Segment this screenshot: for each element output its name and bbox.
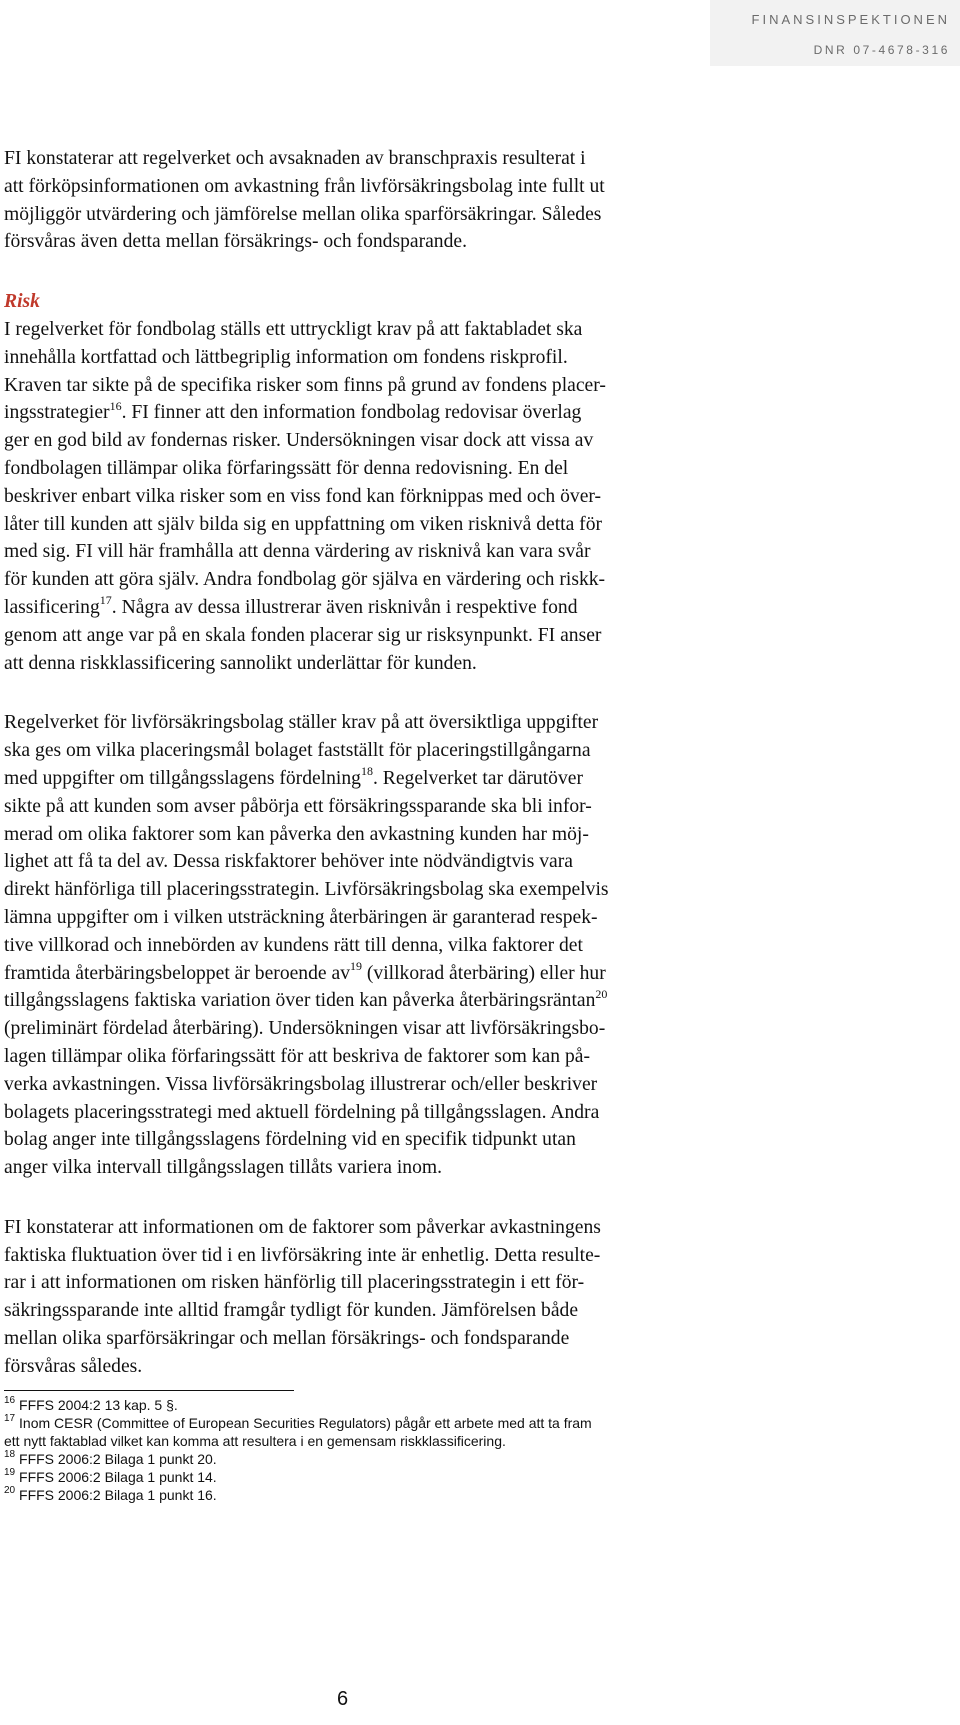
text-line: Regelverket för livförsäkringsbolag ställer krav på att översiktliga uppgifter <box>4 712 599 734</box>
paragraph <box>4 145 746 256</box>
text-line: genom att ange var på en skala fonden placerar sig ur risksynpunkt. FI anser <box>4 624 602 646</box>
footnote-number: 19 <box>4 1467 16 1479</box>
text-line: försvåras således. <box>4 1355 143 1377</box>
footnote-reference: 20 <box>595 986 608 1001</box>
text-line: fondbolagen tillämpar olika förfaringssätt för denna redovisning. En del <box>4 457 569 479</box>
text-line: att förköpsinformationen om avkastning från livförsäkringsbolag inte fullt ut <box>4 175 605 197</box>
text-line: att denna riskklassificering sannolikt underlättar för kunden. <box>4 652 477 674</box>
footnote: $^{17}$ Inom CESR (Committee of European Securities Regulators) pågår ett arbete med att ta fram <box>4 1413 592 1431</box>
text-line: innehålla kortfattad och lättbegriplig information om fondens riskprofil. <box>4 346 568 368</box>
text-line: ska ges om vilka placeringsmål bolaget fastställt för placeringstillgångarna <box>4 740 591 762</box>
footnote-reference: 16 <box>109 398 122 413</box>
section-heading: Risk <box>4 291 40 313</box>
text-line: (preliminärt fördelad återbäring). Undersökningen visar att livförsäkringsbo- <box>4 1018 606 1040</box>
text-line: framtida återbäringsbeloppet är beroende $av^{19}$ (villkorad återbäring) eller hur <box>4 958 606 984</box>
text-line: för kunden att göra själv. Andra fondbolag gör själva en värdering och riskk- <box>4 569 606 591</box>
text-line: anger vilka intervall tillgångsslagen tillåts variera inom. <box>4 1157 443 1179</box>
footnote-separator <box>4 1390 294 1391</box>
footnote: ett nytt faktablad vilket kan komma att resultera i en gemensam riskklassificering. <box>4 1433 506 1449</box>
text-line: beskriver enbart vilka risker som en viss fond kan förknippas med och över- <box>4 485 602 507</box>
paragraph <box>4 288 746 677</box>
paragraph <box>4 709 746 1182</box>
footnote-number: 18 <box>4 1449 16 1461</box>
text-line: möjliggör utvärdering och jämförelse mellan olika sparförsäkringar. Således <box>4 203 602 225</box>
text-line: FI konstaterar att informationen om de faktorer som påverkar avkastningens <box>4 1216 601 1238</box>
text-line: ger en god bild av fondernas risker. Undersökningen visar dock att vissa av <box>4 430 594 452</box>
text-line: bolagets placeringsstrategi med aktuell fördelning på tillgångsslagen. Andra <box>4 1101 600 1123</box>
header-organization: FINANSINSPEKTIONEN <box>751 12 950 27</box>
footnote: $^{16}$ FFFS 2004:2 13 kap. 5 §. <box>4 1395 178 1413</box>
text-line: direkt hänförliga till placeringsstrategin. Livförsäkringsbolag ska exempelvis <box>4 879 609 901</box>
footnote-reference: 17 <box>99 593 112 608</box>
text-line: Kraven tar sikte på de specifika risker som finns på grund av fondens placer- <box>4 374 606 396</box>
text-line: rar i att informationen om risken hänförlig till placeringsstrategin i ett för- <box>4 1272 585 1294</box>
text-line: I regelverket för fondbolag ställs ett uttryckligt krav på att faktabladet ska <box>4 318 583 340</box>
footnote-number: 20 <box>4 1485 16 1497</box>
text-line: lämna uppgifter om i vilken utsträckning återbäringen är garanterad respek- <box>4 906 598 928</box>
text-line: tillgångsslagens faktiska variation över tiden kan påverka återbäringsräntan$^{20}$ <box>4 986 608 1012</box>
header-dnr: DNR 07-4678-316 <box>813 43 950 57</box>
footnote: $^{18}$ FFFS 2006:2 Bilaga 1 punkt 20. <box>4 1449 217 1467</box>
text-line: ingsstrategier$^{16}$. FI finner att den information fondbolag redovisar överlag <box>4 398 582 424</box>
footnotes <box>4 1396 764 1504</box>
text-line: tive villkorad och innebörden av kundens rätt till denna, vilka faktorer det <box>4 934 583 956</box>
page-number: 6 <box>337 1688 349 1710</box>
text-line: mellan olika sparförsäkringar och mellan försäkrings- och fondsparande <box>4 1328 570 1350</box>
footnote: $^{20}$ FFFS 2006:2 Bilaga 1 punkt 16. <box>4 1485 217 1503</box>
footnote-reference: 19 <box>350 958 362 973</box>
text-line: faktiska fluktuation över tid i en livförsäkring inte är enhetlig. Detta resulte- <box>4 1244 601 1266</box>
document-body <box>4 145 746 1381</box>
text-line: med sig. FI vill här framhålla att denna värdering av risknivå kan vara svår <box>4 541 591 563</box>
footnote-reference: 18 <box>360 764 373 779</box>
footnote-number: 16 <box>4 1395 16 1407</box>
text-line: säkringssparande inte alltid framgår tydligt för kunden. Jämförelsen både <box>4 1300 579 1322</box>
text-line: lighet att få ta del av. Dessa riskfaktorer behöver inte nödvändigtvis vara <box>4 851 573 873</box>
text-line: FI konstaterar att regelverket och avsaknaden av branschpraxis resulterat i <box>4 148 586 169</box>
text-line: med uppgifter om tillgångsslagens fördelning$^{18}$. Regelverket tar därutöver <box>4 764 583 789</box>
text-line: bolag anger inte tillgångsslagens fördelning vid en specifik tidpunkt utan <box>4 1129 576 1151</box>
footnote: $^{19}$ FFFS 2006:2 Bilaga 1 punkt 14. <box>4 1467 217 1485</box>
document-header <box>710 0 960 66</box>
footnote-number: 17 <box>4 1413 16 1425</box>
text-line: lagen tillämpar olika förfaringssätt för att beskriva de faktorer som kan på- <box>4 1045 590 1067</box>
text-line: låter till kunden att själv bilda sig en uppfattning om viken risknivå detta för <box>4 513 603 535</box>
text-line: merad om olika faktorer som kan påverka den avkastning kunden har möj- <box>4 823 589 845</box>
text-line: försvåras även detta mellan försäkrings- och fondsparande. <box>4 231 467 253</box>
text-line: sikte på att kunden som avser påbörja ett försäkringssparande ska bli infor- <box>4 795 592 817</box>
text-line: lassificering$^{17}$. Några av dessa illustrerar även risknivån i respektive fond <box>4 593 578 618</box>
paragraph <box>4 1214 746 1381</box>
text-line: verka avkastningen. Vissa livförsäkringsbolag illustrerar och/eller beskriver <box>4 1073 598 1095</box>
